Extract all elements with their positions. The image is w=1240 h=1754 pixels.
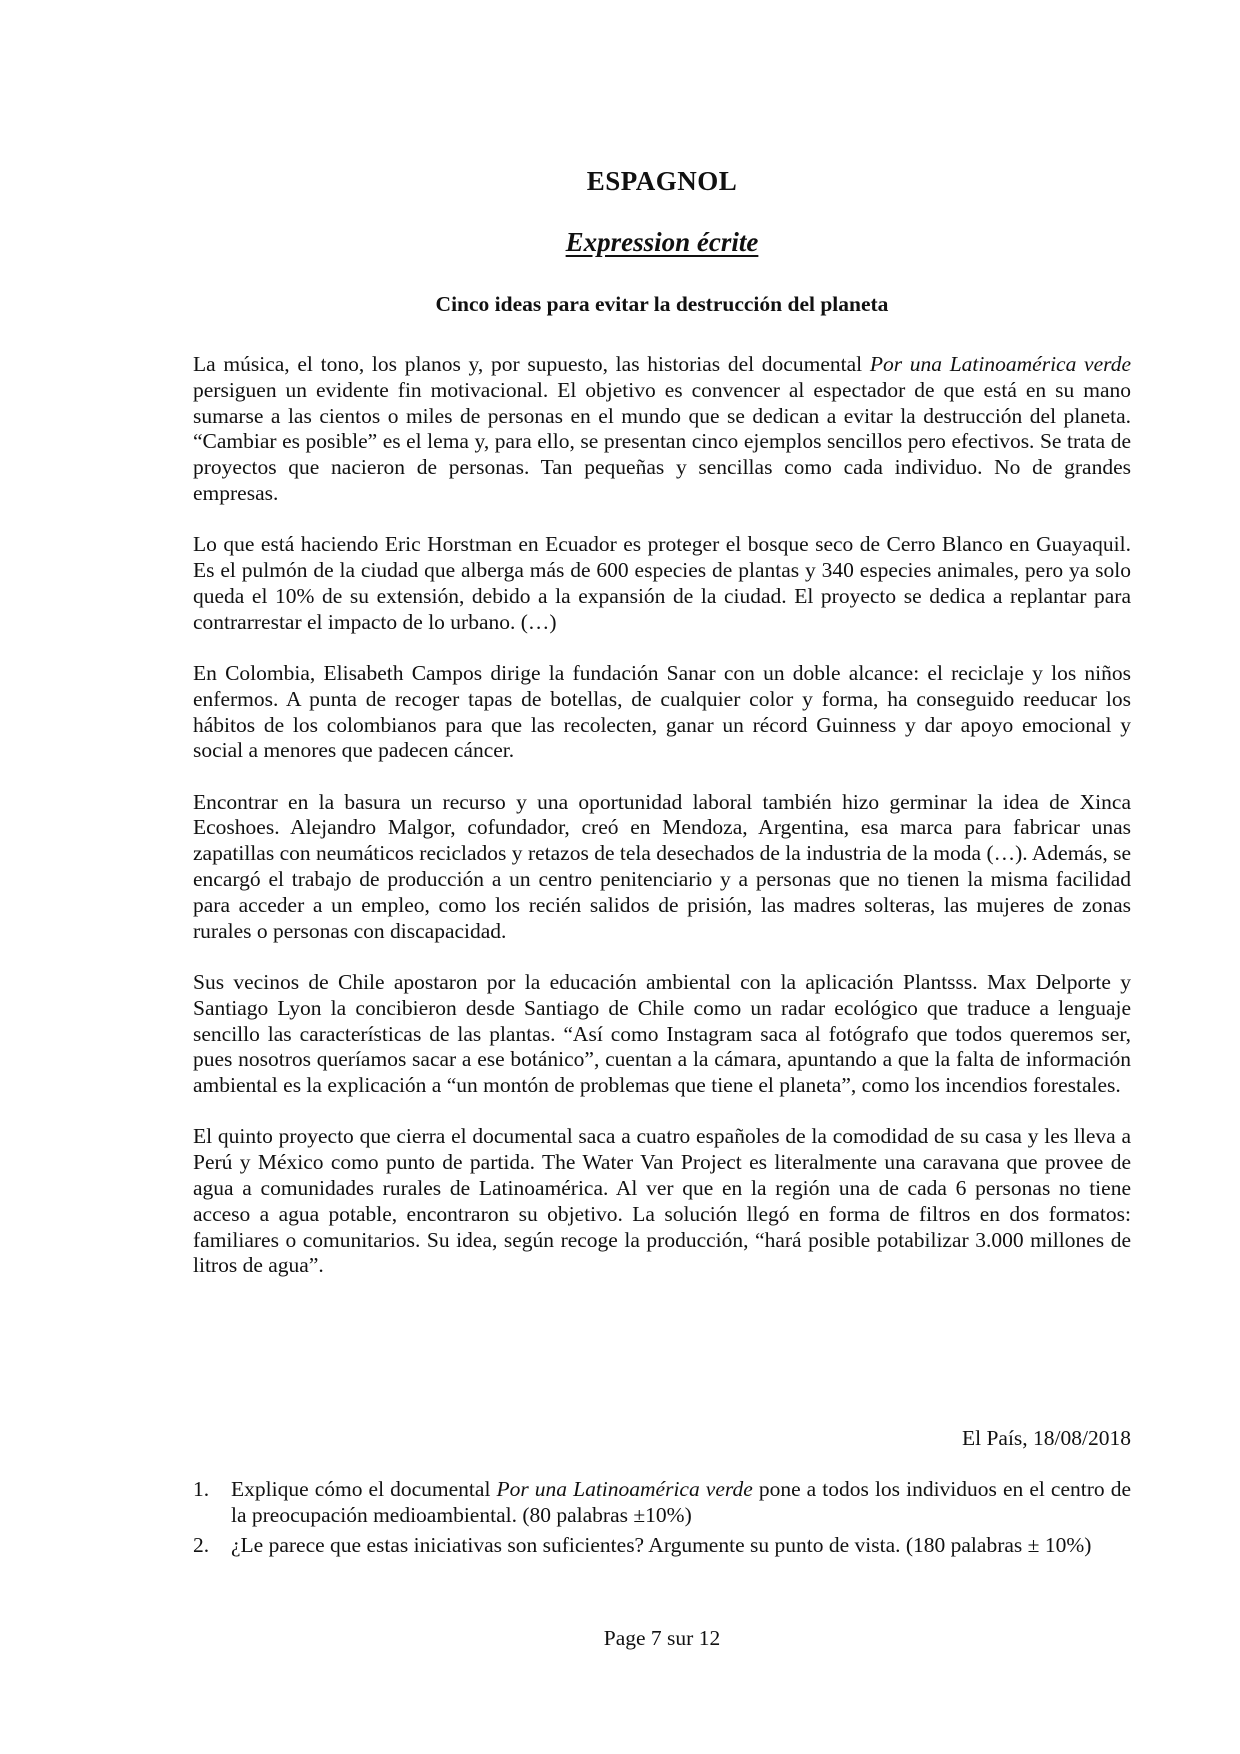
documentary-title: Por una Latinoamérica verde xyxy=(869,352,1131,376)
question-1-text-start: Explique cómo el documental xyxy=(231,1477,497,1501)
question-item-1 xyxy=(193,1477,1131,1529)
document-page xyxy=(193,0,1131,1754)
article-paragraph-4: Encontrar en la basura un recurso y una oportunidad laboral también hizo germinar la idea de Xinca Ecoshoes. Alejandro Malgor, cofundador, creó en Mendoza, Argentina, esa marca para fabricar unas zapatillas con neumáticos reciclados y retazos de tela desechados de la industria de la moda (…). Además, se encargó el trabajo de producción a un centro penitenciario y a personas que no tienen la misma facilidad para acceder a un empleo, como los recién salidos de prisión, las madres solteras, las mujeres de zonas rurales o personas con discapacidad. xyxy=(193,789,1131,943)
question-1-documentary-title: Por una Latinoamérica verde xyxy=(496,1477,753,1501)
paragraph-1-text-end: persiguen un evidente fin motivacional. El objetivo es convencer al espectador de que está en su mano sumarse a las cientos o miles de personas en el mundo que se dedican a evitar la destrucción del planeta. “Cambiar es posible” es el lema y, para ello, se presentan cinco ejemplos sencillos pero efectivos. Se trata de proyectos que nacieron de personas. Tan pequeñas y sencillas como cada individuo. No de grandes empresas. xyxy=(193,377,1131,505)
question-number: 2. xyxy=(193,1532,210,1557)
article-paragraph-3: En Colombia, Elisabeth Campos dirige la fundación Sanar con un doble alcance: el reciclaje y los niños enfermos. A punta de recoger tapas de botellas, de cualquier color y forma, ha conseguido reeducar los hábitos de los colombianos para que las recolecten, ganar un récord Guinness y dar apoyo emocional y social a menores que padecen cáncer. xyxy=(193,660,1131,763)
subject-heading: ESPAGNOL xyxy=(586,166,738,196)
article-paragraph-2: Lo que está haciendo Eric Horstman en Ecuador es proteger el bosque seco de Cerro Blanco en Guayaquil. Es el pulmón de la ciudad que alberga más de 600 especies de plantas y 340 especies animales, pero ya solo queda el 10% de su extensión, debido a la expansión de la ciudad. El proyecto se dedica a replantar para contrarrestar el impacto de lo urbano. (…) xyxy=(193,532,1131,634)
article-body xyxy=(193,352,1131,1305)
section-subtitle: Expression écrite xyxy=(565,227,759,257)
question-list xyxy=(193,1477,1131,1562)
article-paragraph-1 xyxy=(193,352,1131,507)
article-paragraph-5: Sus vecinos de Chile apostaron por la educación ambiental con la aplicación Plantsss. Max Delporte y Santiago Lyon la concibieron desde Santiago de Chile como un radar ecológico que traduce a lenguaje sencillo las características de las plantas. “Así como Instagram saca al fotógrafo que todos queremos ser, pues nosotros queríamos sacar a ese botánico”, cuentan a la cámara, apuntando a que la falta de información ambiental es la explicación a “un montón de problemas que tiene el planeta”, como los incendios forestales. xyxy=(193,969,1131,1098)
page-number: Page 7 sur 12 xyxy=(603,1626,721,1650)
article-source: El País, 18/08/2018 xyxy=(961,1426,1131,1450)
question-text: ¿Le parece que estas iniciativas son suficientes? Argumente su punto de vista. (180 palabras ± 10%) xyxy=(231,1532,1092,1557)
article-paragraph-6: El quinto proyecto que cierra el documental saca a cuatro españoles de la comodidad de su casa y les lleva a Perú y México como punto de partida. The Water Van Project es literalmente una caravana que provee de agua a comunidades rurales de Latinoamérica. Al ver que en la región una de cada 6 personas no tiene acceso a agua potable, encontraron su objetivo. La solución llegó en forma de filtros en dos formatos: familiares o comunitarios. Su idea, según recoge la producción, “hará posible potabilizar 3.000 millones de litros de agua”. xyxy=(193,1124,1131,1278)
question-number: 1. xyxy=(193,1477,210,1501)
paragraph-1-text-start: La música, el tono, los planos y, por supuesto, las historias del documental xyxy=(193,352,870,376)
question-text xyxy=(231,1477,1131,1529)
article-title: Cinco ideas para evitar la destrucción del planeta xyxy=(435,292,889,316)
question-item-2 xyxy=(193,1533,1131,1559)
question-1-text-end: pone a todos los individuos en el centro de la preocupación medioambiental. (80 palabras ±10%) xyxy=(231,1477,1131,1527)
